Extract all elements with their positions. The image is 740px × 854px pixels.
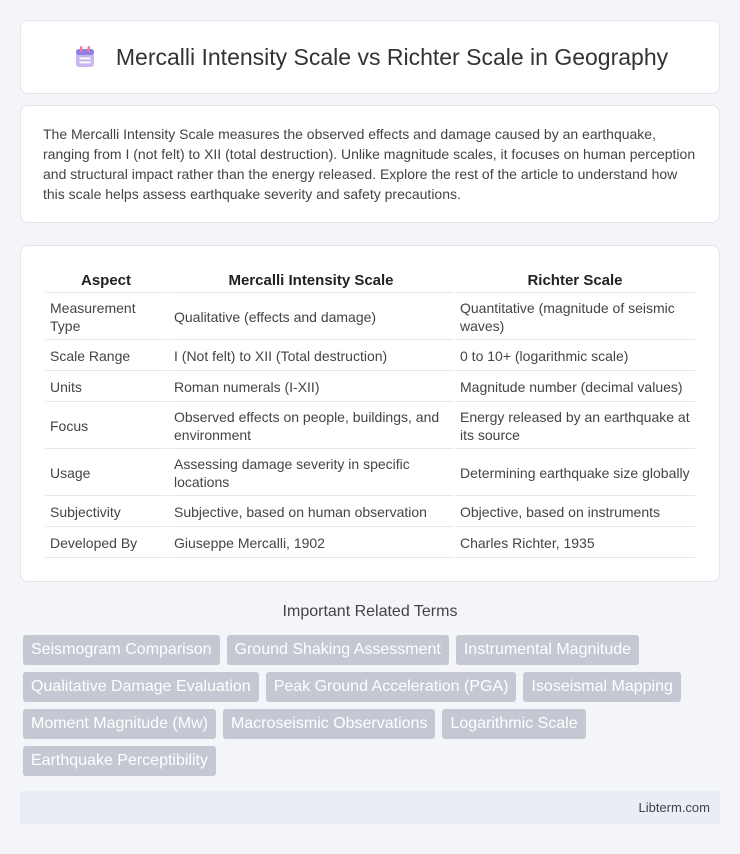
header-aspect: Aspect (45, 268, 167, 293)
cell-mercalli: I (Not felt) to XII (Total destruction) (169, 342, 453, 371)
cell-aspect: Developed By (45, 529, 167, 558)
header-card (20, 20, 720, 94)
related-term-tag[interactable]: Moment Magnitude (Mw) (23, 709, 216, 739)
comparison-table (43, 266, 697, 560)
cell-mercalli: Qualitative (effects and damage) (169, 295, 453, 340)
cell-mercalli: Assessing damage severity in specific locations (169, 451, 453, 496)
footer (20, 791, 720, 824)
cell-richter: Determining earthquake size globally (455, 451, 695, 496)
table-row (45, 498, 695, 527)
table-row (45, 295, 695, 340)
related-terms-list (23, 635, 703, 776)
related-terms-title: Important Related Terms (282, 603, 458, 620)
cell-mercalli: Subjective, based on human observation (169, 498, 453, 527)
table-row (45, 451, 695, 496)
related-term-tag[interactable]: Ground Shaking Assessment (227, 635, 449, 665)
related-term-tag[interactable]: Peak Ground Acceleration (PGA) (266, 672, 517, 702)
table-header-row (45, 268, 695, 293)
calendar-icon (72, 44, 98, 70)
comparison-table-card (20, 245, 720, 582)
cell-aspect: Subjectivity (45, 498, 167, 527)
cell-richter: Objective, based on instruments (455, 498, 695, 527)
related-term-tag[interactable]: Instrumental Magnitude (456, 635, 639, 665)
table-row (45, 529, 695, 558)
table-row (45, 342, 695, 371)
cell-mercalli: Roman numerals (I-XII) (169, 373, 453, 402)
cell-aspect: Scale Range (45, 342, 167, 371)
cell-aspect: Measurement Type (45, 295, 167, 340)
table-row (45, 373, 695, 402)
page-title: Mercalli Intensity Scale vs Richter Scale in Geography (115, 43, 669, 70)
cell-mercalli: Observed effects on people, buildings, and environment (169, 404, 453, 449)
header-richter: Richter Scale (455, 268, 695, 293)
intro-text: The Mercalli Intensity Scale measures the observed effects and damage caused by an earthquake, ranging from I (not felt) to XII (total destruction). Unlike magnitude scales, it focuses on human perception and structural impact rather than the energy released. Explore the rest of the article to understand how this scale helps assess earthquake severity and safety precautions. (43, 126, 696, 202)
related-term-tag[interactable]: Logarithmic Scale (442, 709, 585, 739)
cell-aspect: Usage (45, 451, 167, 496)
title-wrap (72, 44, 668, 71)
cell-richter: 0 to 10+ (logarithmic scale) (455, 342, 695, 371)
footer-brand-link[interactable]: Libterm.com (638, 800, 710, 815)
cell-richter: Quantitative (magnitude of seismic waves) (455, 295, 695, 340)
table-row (45, 404, 695, 449)
cell-aspect: Units (45, 373, 167, 402)
related-term-tag[interactable]: Isoseismal Mapping (523, 672, 680, 702)
cell-aspect: Focus (45, 404, 167, 449)
related-term-tag[interactable]: Earthquake Perceptibility (23, 746, 216, 776)
cell-mercalli: Giuseppe Mercalli, 1902 (169, 529, 453, 558)
intro-card (20, 105, 720, 223)
cell-richter: Charles Richter, 1935 (455, 529, 695, 558)
cell-richter: Magnitude number (decimal values) (455, 373, 695, 402)
related-term-tag[interactable]: Seismogram Comparison (23, 635, 220, 665)
related-term-tag[interactable]: Macroseismic Observations (223, 709, 436, 739)
header-mercalli: Mercalli Intensity Scale (169, 268, 453, 293)
cell-richter: Energy released by an earthquake at its source (455, 404, 695, 449)
related-term-tag[interactable]: Qualitative Damage Evaluation (23, 672, 259, 702)
